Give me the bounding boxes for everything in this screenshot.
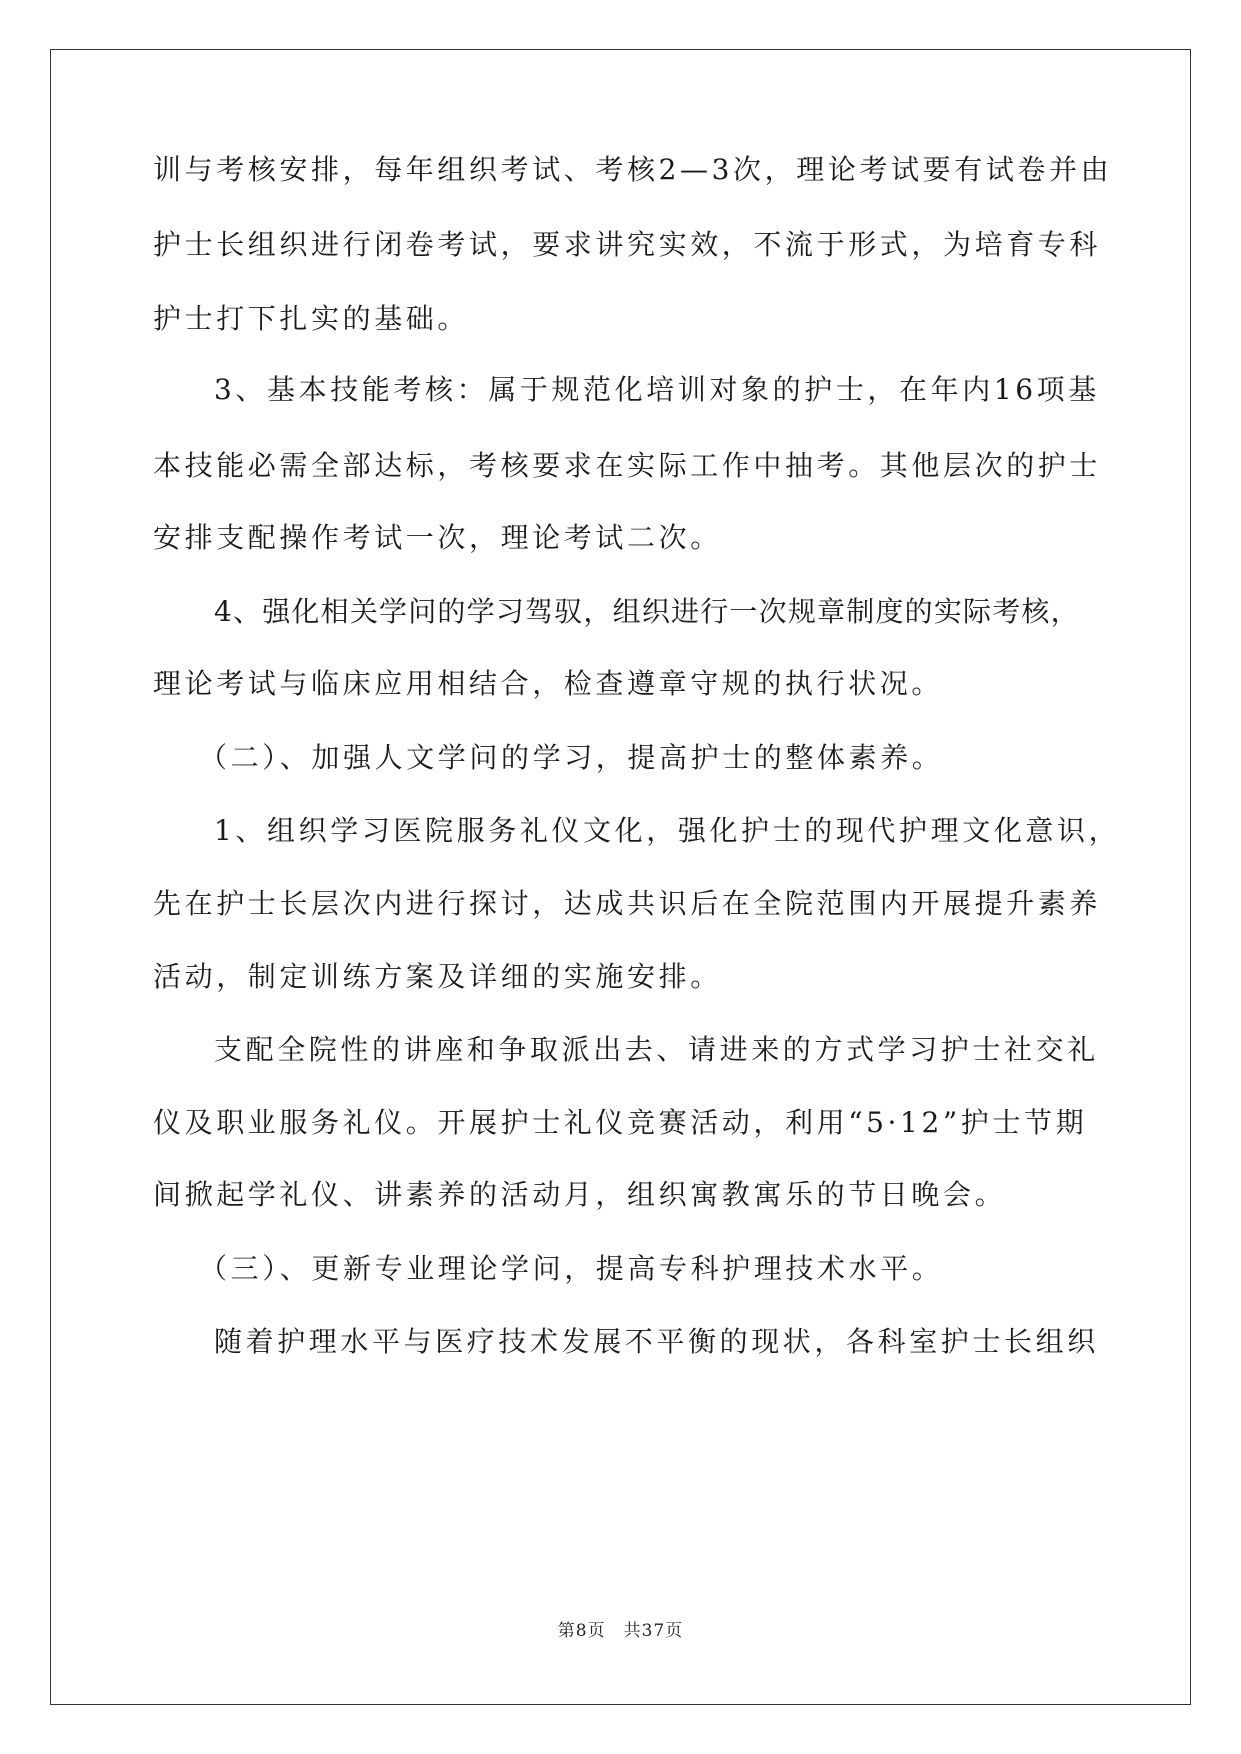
page-number: 第8页 共37页 xyxy=(557,1621,684,1641)
section-heading-3: （三）、更新专业理论学问，提高专科护理技术水平。 xyxy=(199,1252,944,1285)
body-line-4: 3、基本技能考核：属于规范化培训对象的护士，在年内16项基 xyxy=(214,373,1100,406)
body-line-7: 4、强化相关学问的学习驾驭，组织进行一次规章制度的实际考核， xyxy=(214,595,1080,628)
body-line-3: 护士打下扎实的基础。 xyxy=(153,302,470,335)
body-line-2: 护士长组织进行闭卷考试，要求讲究实效，不流于形式，为培育专科 xyxy=(153,228,1102,261)
page-border xyxy=(50,49,1191,1705)
body-line-14: 仪及职业服务礼仪。开展护士礼仪竞赛活动，利用“5·12”护士节期 xyxy=(153,1106,1088,1139)
body-line-17: 随着护理水平与医疗技术发展不平衡的现状，各科室护士长组织 xyxy=(214,1325,1099,1358)
section-heading-2: （二）、加强人文学问的学习，提高护士的整体素养。 xyxy=(199,741,944,774)
body-line-13: 支配全院性的讲座和争取派出去、请进来的方式学习护士社交礼 xyxy=(214,1033,1099,1066)
body-line-15: 间掀起学礼仪、讲素养的活动月，组织寓教寓乐的节日晚会。 xyxy=(153,1178,1007,1211)
body-line-11: 先在护士长层次内进行探讨，达成共识后在全院范围内开展提升素养 xyxy=(153,887,1102,920)
body-line-6: 安排支配操作考试一次，理论考试二次。 xyxy=(153,521,722,554)
body-line-1: 训与考核安排，每年组织考试、考核2—3次，理论考试要有试卷并由 xyxy=(153,153,1113,186)
body-line-5: 本技能必需全部达标，考核要求在实际工作中抽考。其他层次的护士 xyxy=(153,449,1102,482)
body-line-8: 理论考试与临床应用相结合，检查遵章守规的执行状况。 xyxy=(153,667,944,700)
body-line-12: 活动，制定训练方案及详细的实施安排。 xyxy=(153,960,722,993)
body-line-10: 1、组织学习医院服务礼仪文化，强化护士的现代护理文化意识， xyxy=(214,814,1121,847)
